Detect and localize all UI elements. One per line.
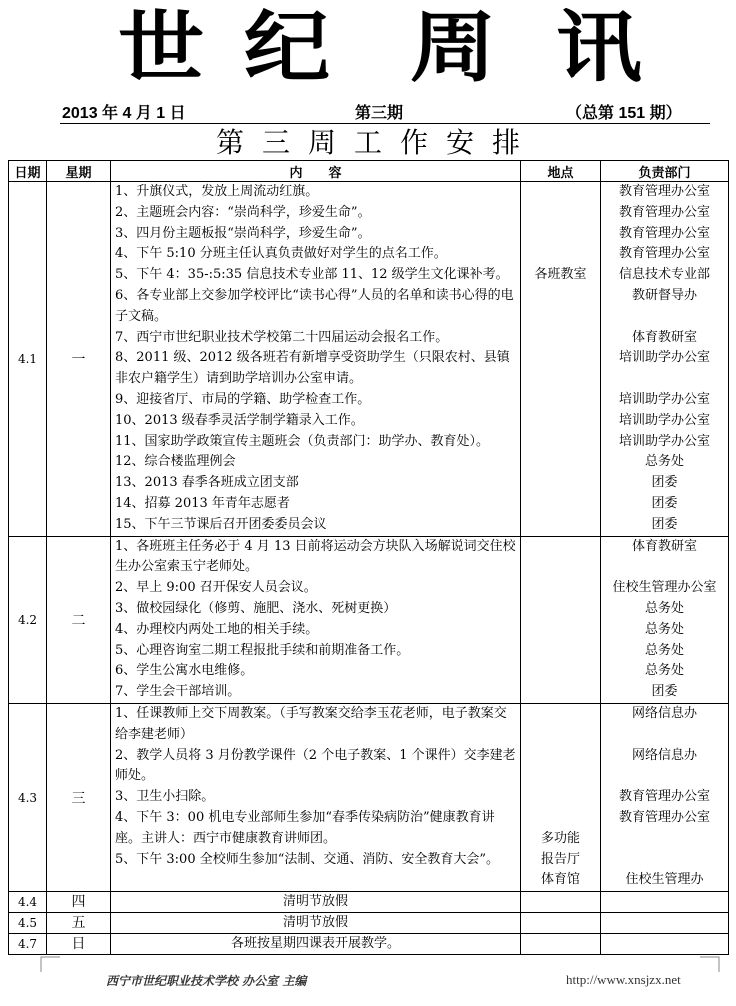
list-item: 3、四月份主题板报“崇尚科学，珍爱生命”。	[115, 225, 371, 241]
dept-label: 团委	[651, 495, 678, 511]
row-weekday: 三	[47, 703, 111, 891]
list-item: 15、下午三节课后召开团委委员会议	[115, 516, 327, 532]
list-item: 13、2013 春季各班成立团支部	[115, 475, 299, 491]
dept-label: 总务处	[644, 663, 684, 679]
row-content: 清明节放假	[111, 892, 521, 913]
place-label: 报告厅	[540, 851, 580, 867]
dept-label	[601, 725, 728, 746]
list-item: 12、综合楼监理例会	[115, 454, 236, 470]
row-dept	[601, 934, 729, 955]
row-dept	[601, 913, 729, 934]
row-content	[111, 703, 521, 891]
list-item: 14、招募 2013 年青年志愿者	[115, 495, 290, 511]
row-place	[521, 182, 601, 537]
masthead-char: 世	[118, 2, 204, 94]
list-item: 6、学生公寓水电维修。	[115, 663, 254, 679]
masthead-char: 讯	[556, 2, 642, 94]
dept-label: 住校生管理办	[625, 872, 704, 888]
row-weekday: 二	[47, 536, 111, 703]
dept-label: 教育管理办公室	[618, 184, 710, 199]
dept-label: 总务处	[644, 642, 684, 658]
row-date: 4.7	[9, 934, 47, 955]
dept-label: 总务处	[644, 454, 684, 470]
list-item: 2、主题班会内容：“崇尚科学，珍爱生命”。	[115, 204, 371, 220]
list-item: 6、各专业部上交参加学校评比“读书心得”人员的名单和读书心得的电子文稿。	[115, 287, 514, 324]
dept-label: 总务处	[644, 600, 684, 616]
list-item: 5、心理咨询室二期工程报批手续和前期准备工作。	[115, 642, 410, 658]
list-item: 1、各班班主任务必于 4 月 13 日前将运动会方块队入场解说词交住校生办公室索玉宁老师处。	[115, 538, 516, 575]
dept-label: 培训助学办公室	[618, 350, 710, 366]
dept-label: 网络信息办	[631, 705, 697, 721]
corner-mark-right	[700, 956, 720, 972]
dept-label	[601, 766, 728, 787]
list-item: 8、2011 级、2012 级各班若有新增享受资助学生（只限农村、县镇非农户籍学生）请到助学培训办公室申请。	[115, 350, 510, 387]
row-place	[521, 536, 601, 703]
row-dept	[601, 892, 729, 913]
row-date: 4.3	[9, 703, 47, 891]
row-weekday: 五	[47, 913, 111, 934]
list-item: 2、早上 9:00 召开保安人员会议。	[115, 580, 317, 596]
place-label: 多功能	[540, 830, 580, 846]
list-item: 5、下午 4：35-:5:35 信息技术专业部 11、12 级学生文化课补考。	[115, 267, 509, 283]
dept-label: 培训助学办公室	[618, 391, 710, 407]
table-row	[9, 934, 729, 955]
table-row	[9, 892, 729, 913]
dept-label: 教育管理办公室	[618, 809, 710, 825]
header-content: 内 容	[111, 161, 521, 182]
table-row	[9, 536, 729, 703]
issue-total: （总第 151 期）	[566, 105, 682, 122]
dept-label	[601, 557, 728, 578]
dept-label: 教育管理办公室	[618, 204, 710, 220]
row-dept	[601, 703, 729, 891]
issue-period: 第三期	[355, 105, 404, 122]
dept-label: 体育教研室	[631, 538, 697, 554]
header-place: 地点	[521, 161, 601, 182]
row-place	[521, 892, 601, 913]
list-item: 4、下午 5:10 分班主任认真负责做好对学生的点名工作。	[115, 246, 447, 262]
table-row	[9, 913, 729, 934]
list-item: 3、卫生小扫除。	[115, 789, 215, 805]
row-weekday: 一	[47, 182, 111, 537]
row-dept	[601, 536, 729, 703]
dept-label: 总务处	[644, 621, 684, 637]
list-item: 1、任课教师上交下周教案。（手写教案交给李玉花老师，电子教案交给李建老师）	[115, 705, 507, 742]
row-date: 4.5	[9, 913, 47, 934]
page-title: 第三周工作安排	[215, 126, 538, 159]
list-item: 11、国家助学政策宣传主题班会（负责部门：助学办、教育处）。	[115, 433, 490, 449]
list-item: 7、学生会干部培训。	[115, 684, 241, 700]
row-content	[111, 536, 521, 703]
dept-label: 团委	[651, 516, 678, 532]
row-weekday: 四	[47, 892, 111, 913]
dept-label: 住校生管理办公室	[612, 580, 717, 596]
dept-label: 网络信息办	[631, 747, 697, 763]
header-week: 星期	[47, 161, 111, 182]
corner-mark-left	[40, 956, 60, 972]
dept-label: 团委	[651, 684, 678, 700]
dept-label	[601, 369, 728, 390]
dept-label	[601, 829, 728, 850]
dept-label: 教育管理办公室	[618, 246, 710, 262]
row-weekday: 日	[47, 934, 111, 955]
header-dept: 负责部门	[601, 161, 729, 182]
list-item: 4、办理校内两处工地的相关手续。	[115, 621, 319, 637]
dept-label: 教育管理办公室	[618, 789, 710, 805]
dept-label: 体育教研室	[631, 329, 697, 345]
dept-label: 教育管理办公室	[618, 225, 710, 241]
row-content: 清明节放假	[111, 913, 521, 934]
footer-website-link[interactable]: http://www.xnsjzx.net	[566, 972, 681, 987]
dept-label	[601, 307, 728, 328]
row-date: 4.4	[9, 892, 47, 913]
list-item: 5、下午 3:00 全校师生参加“法制、交通、消防、安全教育大会”。	[115, 851, 500, 867]
list-item: 3、做校园绿化（修剪、施肥、浇水、死树更换）	[115, 600, 397, 616]
row-content: 各班按星期四课表开展教学。	[111, 934, 521, 955]
row-content	[111, 182, 521, 537]
table-header-row	[9, 161, 729, 182]
table-row	[9, 182, 729, 537]
row-place	[521, 934, 601, 955]
issue-date: 2013 年 4 月 1 日	[62, 105, 186, 122]
masthead-char: 周	[410, 2, 496, 94]
list-item: 1、升旗仪式，发放上周流动红旗。	[115, 184, 319, 199]
place-label: 各班教室	[534, 267, 587, 283]
list-item: 2、教学人员将 3 月份教学课件（2 个电子教案、1 个课件）交李建老师处。	[115, 747, 516, 784]
row-place	[521, 703, 601, 891]
list-item: 7、西宁市世纪职业技术学校第二十四届运动会报名工作。	[115, 329, 449, 345]
row-date: 4.2	[9, 536, 47, 703]
place-label: 体育馆	[540, 872, 580, 888]
dept-label: 培训助学办公室	[618, 412, 710, 428]
masthead	[0, 0, 736, 100]
masthead-char: 纪	[244, 2, 330, 94]
list-item: 9、迎接省厅、市局的学籍、助学检查工作。	[115, 391, 371, 407]
header-date: 日期	[9, 161, 47, 182]
dept-label: 团委	[651, 475, 678, 491]
row-dept	[601, 182, 729, 537]
schedule-table	[8, 160, 729, 955]
dept-label: 教研督导办	[631, 287, 697, 303]
list-item: 4、下午 3：00 机电专业部师生参加“春季传染病防治”健康教育讲座。主讲人：西宁市健康教育讲师团。	[115, 809, 495, 846]
dept-label	[601, 850, 728, 871]
dept-label: 培训助学办公室	[618, 433, 710, 449]
row-place	[521, 913, 601, 934]
footer-publisher: 西宁市世纪职业技术学校 办公室 主编	[106, 974, 307, 988]
list-item: 10、2013 级春季灵活学制学籍录入工作。	[115, 412, 364, 428]
table-row	[9, 703, 729, 891]
dept-label: 信息技术专业部	[618, 267, 710, 283]
row-date: 4.1	[9, 182, 47, 537]
